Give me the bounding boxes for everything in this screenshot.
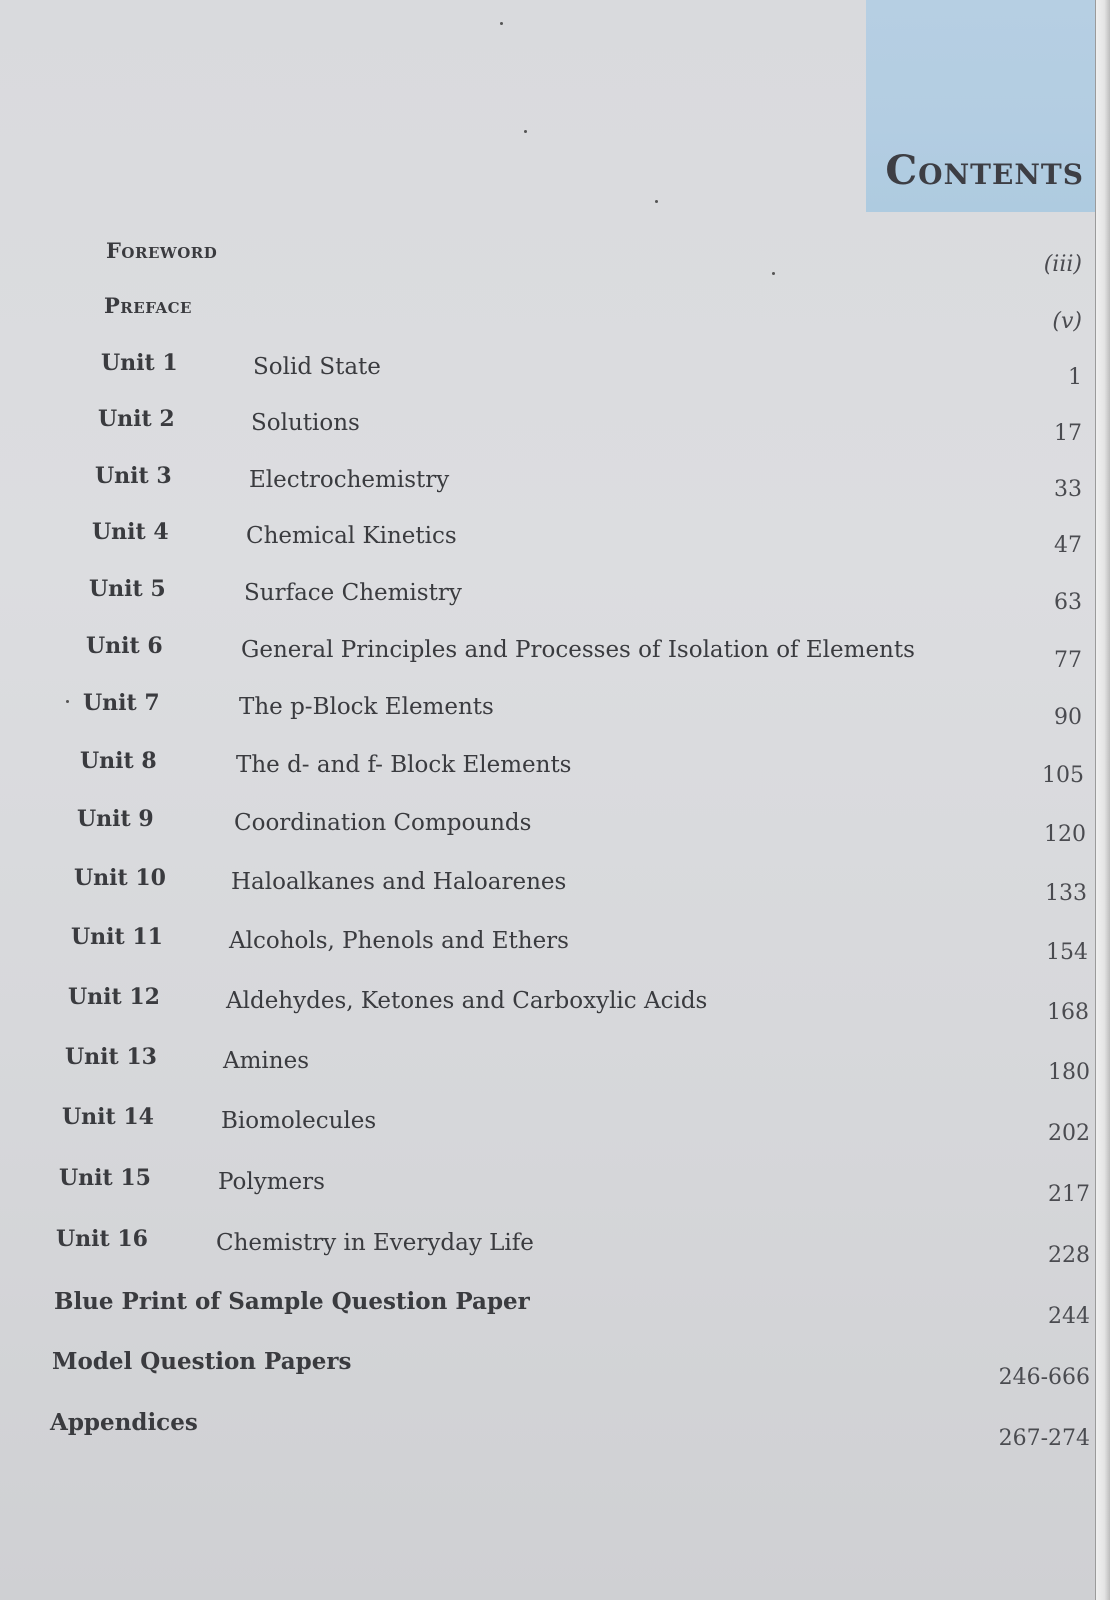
page-number: 202 bbox=[1048, 1121, 1090, 1146]
page-number: 105 bbox=[1042, 763, 1084, 788]
print-speck bbox=[655, 200, 658, 203]
unit-title: Chemistry in Everyday Life bbox=[216, 1230, 534, 1256]
adjacent-page-edge bbox=[1095, 0, 1110, 1600]
unit-title: Polymers bbox=[218, 1169, 325, 1195]
page-number: 47 bbox=[1054, 533, 1082, 558]
unit-title: Haloalkanes and Haloarenes bbox=[231, 869, 567, 895]
page-number: 77 bbox=[1054, 648, 1082, 673]
unit-label: Unit 11 bbox=[71, 924, 163, 950]
unit-title: Chemical Kinetics bbox=[246, 523, 457, 549]
unit-label: Unit 7 bbox=[83, 690, 160, 716]
unit-title: Electrochemistry bbox=[249, 467, 450, 493]
unit-title: Solutions bbox=[251, 410, 360, 436]
page-number: 133 bbox=[1045, 881, 1087, 906]
page-number: 246-666 bbox=[998, 1365, 1090, 1390]
unit-label: Unit 3 bbox=[95, 463, 172, 489]
page-number: 17 bbox=[1054, 421, 1082, 446]
unit-title: The d- and f- Block Elements bbox=[236, 752, 572, 778]
unit-title: The p-Block Elements bbox=[239, 694, 494, 720]
page-number: (v) bbox=[1052, 309, 1082, 334]
print-speck bbox=[524, 130, 527, 133]
page-number: 33 bbox=[1054, 477, 1082, 502]
print-speck bbox=[66, 700, 69, 703]
contents-heading: Contents bbox=[885, 147, 1084, 194]
page-number: 63 bbox=[1054, 590, 1082, 615]
unit-label: Unit 8 bbox=[80, 748, 157, 774]
unit-label: Unit 1 bbox=[101, 350, 178, 376]
unit-title: Alcohols, Phenols and Ethers bbox=[229, 928, 569, 954]
unit-title: Coordination Compounds bbox=[234, 810, 532, 836]
entry-label: Blue Print of Sample Question Paper bbox=[54, 1288, 530, 1315]
page-number: 154 bbox=[1046, 940, 1088, 965]
unit-label: Unit 9 bbox=[77, 806, 154, 832]
unit-label: Unit 4 bbox=[92, 519, 169, 545]
page-number: 244 bbox=[1048, 1304, 1090, 1329]
unit-label: Unit 2 bbox=[98, 406, 175, 432]
unit-label: Unit 16 bbox=[56, 1226, 148, 1252]
page-number: 267-274 bbox=[998, 1426, 1090, 1451]
page-number: 120 bbox=[1044, 822, 1086, 847]
contents-heading-box bbox=[866, 0, 1096, 212]
print-speck bbox=[500, 22, 503, 25]
unit-title: Biomolecules bbox=[221, 1108, 377, 1134]
unit-label: Unit 13 bbox=[65, 1044, 157, 1070]
unit-title: Solid State bbox=[253, 354, 381, 380]
entry-label: Foreword bbox=[106, 238, 218, 263]
unit-title: Aldehydes, Ketones and Carboxylic Acids bbox=[226, 988, 708, 1014]
page-number: 180 bbox=[1048, 1060, 1090, 1085]
unit-label: Unit 12 bbox=[68, 984, 160, 1010]
page-number: 168 bbox=[1047, 1000, 1089, 1025]
unit-label: Unit 10 bbox=[74, 865, 166, 891]
page-number: (iii) bbox=[1043, 252, 1082, 277]
page-number: 217 bbox=[1048, 1182, 1090, 1207]
page-number: 228 bbox=[1048, 1243, 1090, 1268]
unit-title: General Principles and Processes of Isolation of Elements bbox=[241, 637, 915, 663]
unit-label: Unit 5 bbox=[89, 576, 166, 602]
page-number: 90 bbox=[1054, 705, 1082, 730]
print-speck bbox=[772, 272, 775, 275]
entry-label: Appendices bbox=[50, 1409, 198, 1436]
entry-label: Model Question Papers bbox=[52, 1348, 352, 1375]
unit-label: Unit 15 bbox=[59, 1165, 151, 1191]
page-number: 1 bbox=[1068, 365, 1082, 390]
unit-label: Unit 6 bbox=[86, 633, 163, 659]
unit-label: Unit 14 bbox=[62, 1104, 154, 1130]
unit-title: Surface Chemistry bbox=[244, 580, 462, 606]
entry-label: Preface bbox=[104, 293, 192, 318]
unit-title: Amines bbox=[223, 1048, 310, 1074]
